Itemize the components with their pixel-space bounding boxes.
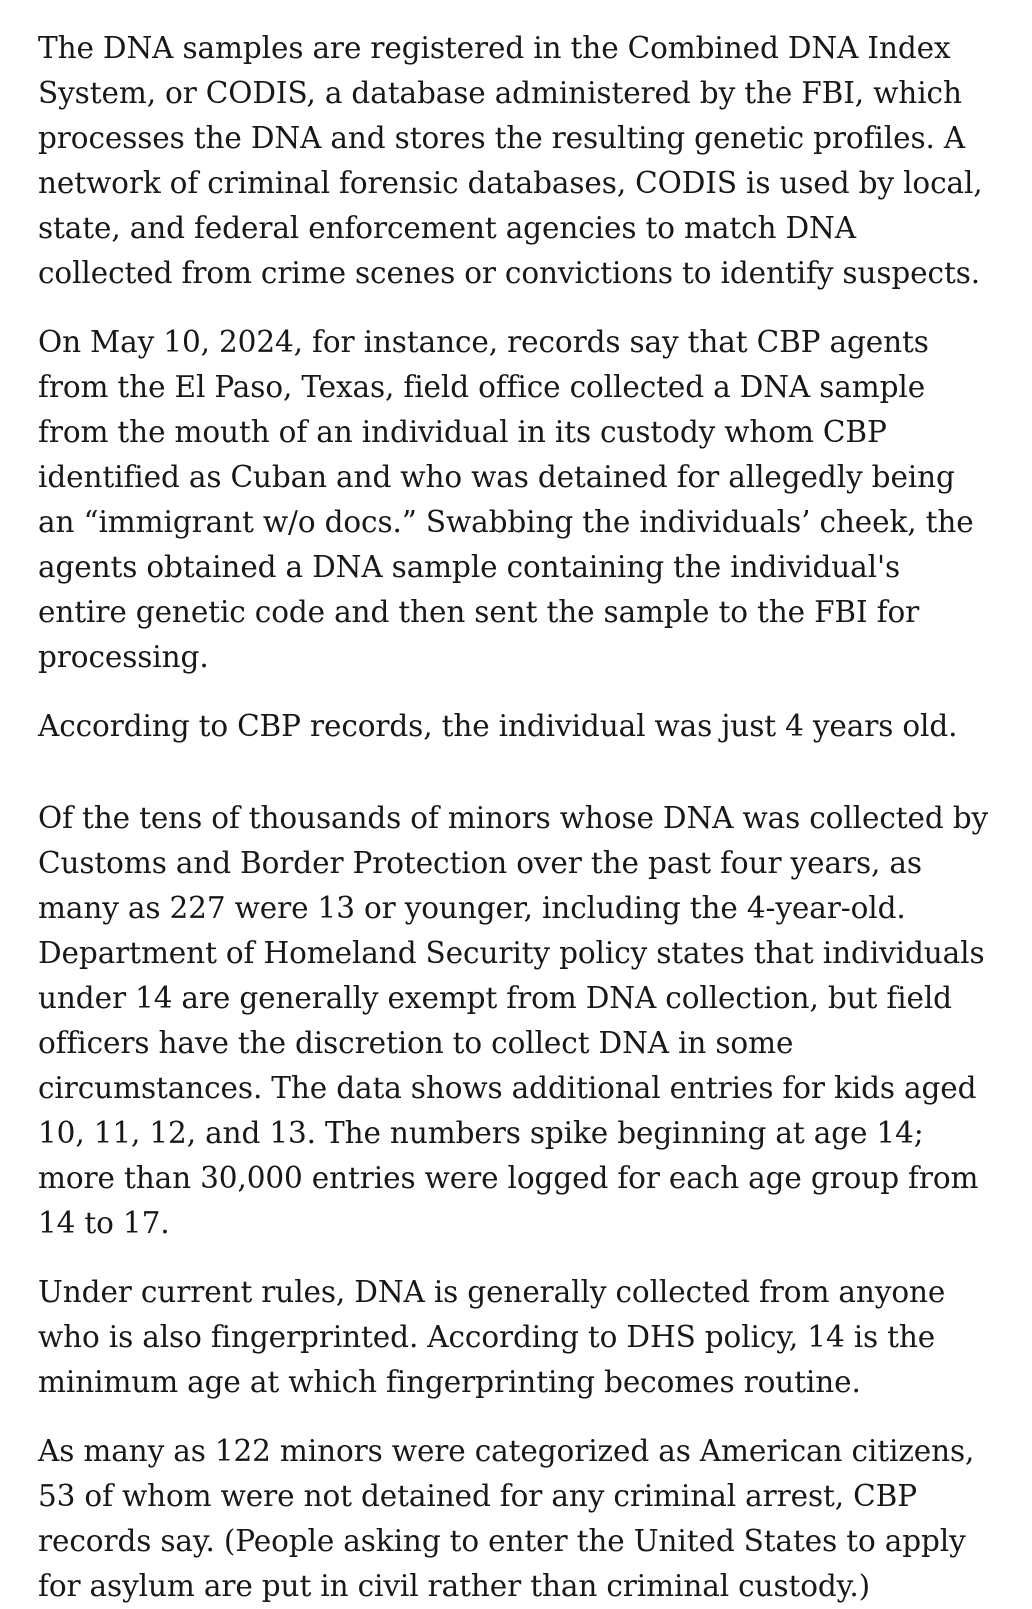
article-paragraph-6: As many as 122 minors were categorized as American citizens, 53 of whom were not detained for any criminal arrest, CBP records say. (People asking to enter the United States to apply for asylum are put in civil rather than criminal custody.) [38, 1434, 975, 1603]
article-paragraph-2: On May 10, 2024, for instance, records say that CBP agents from the El Paso, Texas, field office collected a DNA sample from the mouth of an individual in its custody whom CBP identified as Cuban and who was detained for allegedly being an “immigrant w/o docs.” Swabbing the individuals’ cheek, the agents obtained a DNA sample containing the individual's entire genetic code and then sent the sample to the FBI for processing. [38, 325, 974, 674]
article-body [38, 26, 992, 1609]
article-paragraph-5: Under current rules, DNA is generally collected from anyone who is also fingerprinted. According to DHS policy, 14 is the minimum age at which fingerprinting becomes routine. [38, 1275, 946, 1399]
article-paragraph-1: The DNA samples are registered in the Combined DNA Index System, or CODIS, a database administered by the FBI, which processes the DNA and stores the resulting genetic profiles. A network of criminal forensic databases, CODIS is used by local, state, and federal enforcement agencies to match DNA collected from crime scenes or convictions to identify suspects. [38, 31, 983, 290]
article-paragraph-3: According to CBP records, the individual was just 4 years old. [38, 709, 958, 743]
article-paragraph-4: Of the tens of thousands of minors whose DNA was collected by Customs and Border Protection over the past four years, as many as 227 were 13 or younger, including the 4-year-old. Department of Homeland Security policy states that individuals under 14 are generally exempt from DNA collection, but field officers have the discretion to collect DNA in some circumstances. The data shows additional entries for kids aged 10, 11, 12, and 13. The numbers spike beginning at age 14; more than 30,000 entries were logged for each age group from 14 to 17. [38, 801, 989, 1240]
